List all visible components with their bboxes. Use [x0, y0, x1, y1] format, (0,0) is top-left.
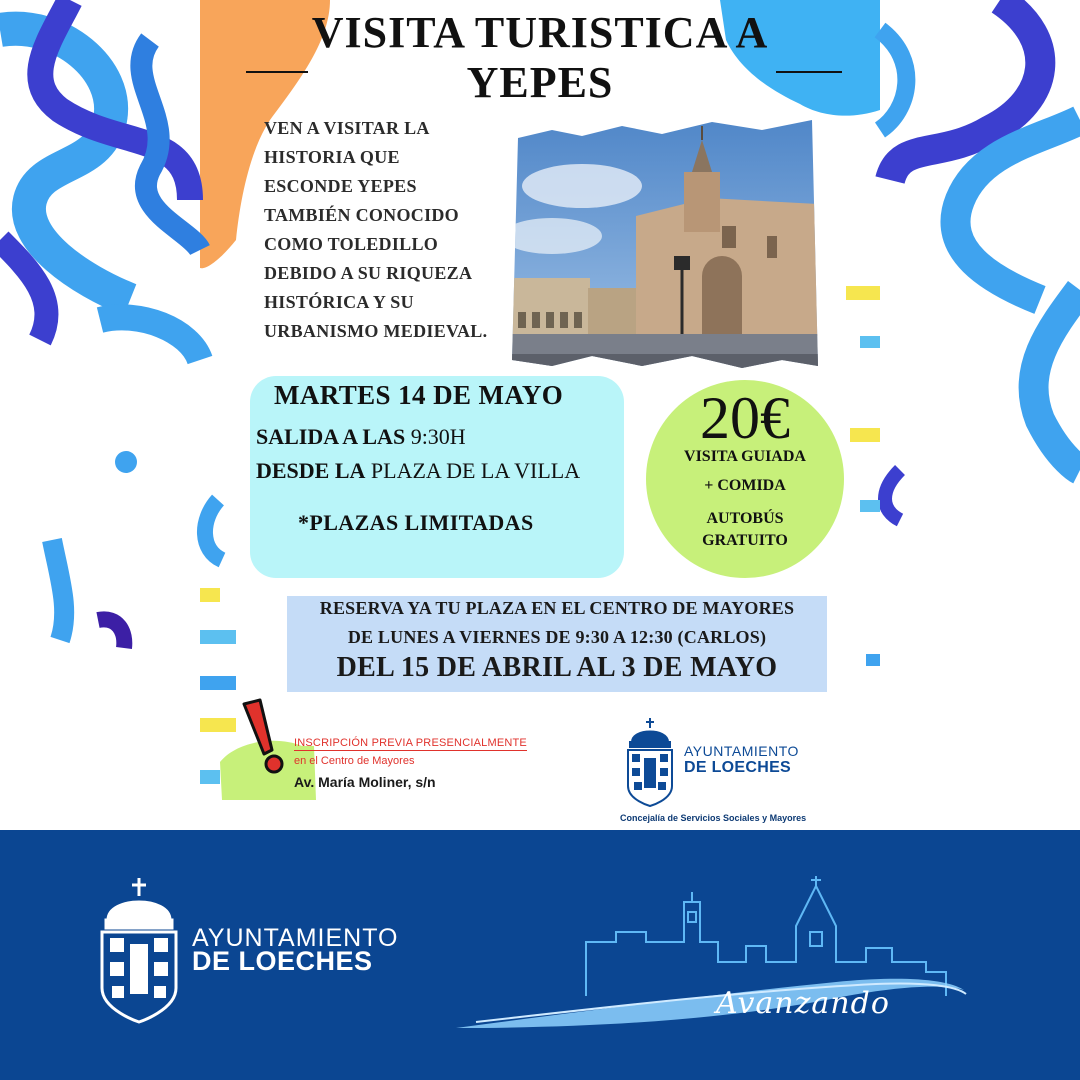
- title-line-2: YEPES: [466, 58, 614, 107]
- price-bus-line: AUTOBÚS: [706, 510, 784, 527]
- footer-name-line-2: DE LOECHES: [192, 946, 373, 976]
- title-rule-left: [246, 71, 308, 73]
- notice-address: Av. María Moliner, s/n: [294, 774, 436, 790]
- departure-line: [256, 424, 466, 450]
- footer-coat-of-arms-icon: [96, 876, 182, 1024]
- reservation-dates: DEL 15 DE ABRIL AL 3 DE MAYO: [336, 652, 778, 683]
- price-amount: 20€: [700, 385, 790, 451]
- footer-name-line-1: AYUNTAMIENTO: [192, 924, 399, 952]
- event-date: MARTES 14 DE MAYO: [274, 380, 564, 410]
- organizer-department: Concejalía de Servicios Sociales y Mayores: [620, 813, 807, 823]
- title-rule-right: [776, 71, 842, 73]
- price-includes-meal: + COMIDA: [704, 477, 786, 494]
- footer-slogan: Avanzando: [716, 986, 890, 1021]
- intro-line: COMO TOLEDILLO: [264, 234, 439, 254]
- price-free-line: GRATUITO: [702, 532, 788, 549]
- departure-place-line: [256, 458, 580, 484]
- from-label: DESDE LA: [256, 458, 366, 483]
- from-place: PLAZA DE LA VILLA: [370, 458, 581, 483]
- notice-location: en el Centro de Mayores: [294, 755, 415, 767]
- price-includes-tour: VISITA GUIADA: [684, 448, 806, 465]
- intro-line: HISTORIA QUE: [264, 147, 400, 167]
- organizer-name-line-2: DE LOECHES: [684, 759, 792, 776]
- reservation-where: RESERVA YA TU PLAZA EN EL CENTRO DE MAYORES: [319, 598, 795, 618]
- organizer-name-line-1: AYUNTAMIENTO: [684, 743, 799, 759]
- reservation-hours: DE LUNES A VIERNES DE 9:30 A 12:30 (CARLOS): [347, 627, 767, 647]
- limited-seats: *PLAZAS LIMITADAS: [298, 510, 534, 535]
- poster-title: [200, 8, 880, 108]
- intro-line: URBANISMO MEDIEVAL.: [264, 321, 488, 341]
- intro-line: ESCONDE YEPES: [264, 176, 417, 196]
- departure-label: SALIDA A LAS: [256, 424, 406, 449]
- title-line-1: VISITA TURISTICA A: [311, 8, 769, 57]
- intro-line: VEN A VISITAR LA: [264, 118, 430, 138]
- intro-line: HISTÓRICA Y SU: [264, 292, 414, 312]
- coat-of-arms-icon: [622, 716, 678, 808]
- intro-text: [264, 114, 514, 346]
- notice-registration: INSCRIPCIÓN PREVIA PRESENCIALMENTE: [294, 737, 527, 749]
- intro-line: DEBIDO A SU RIQUEZA: [264, 263, 473, 283]
- departure-time: 9:30H: [410, 424, 466, 449]
- church-photo: [512, 116, 818, 372]
- exclamation-icon: [236, 698, 292, 774]
- intro-line: TAMBIÉN CONOCIDO: [264, 205, 459, 225]
